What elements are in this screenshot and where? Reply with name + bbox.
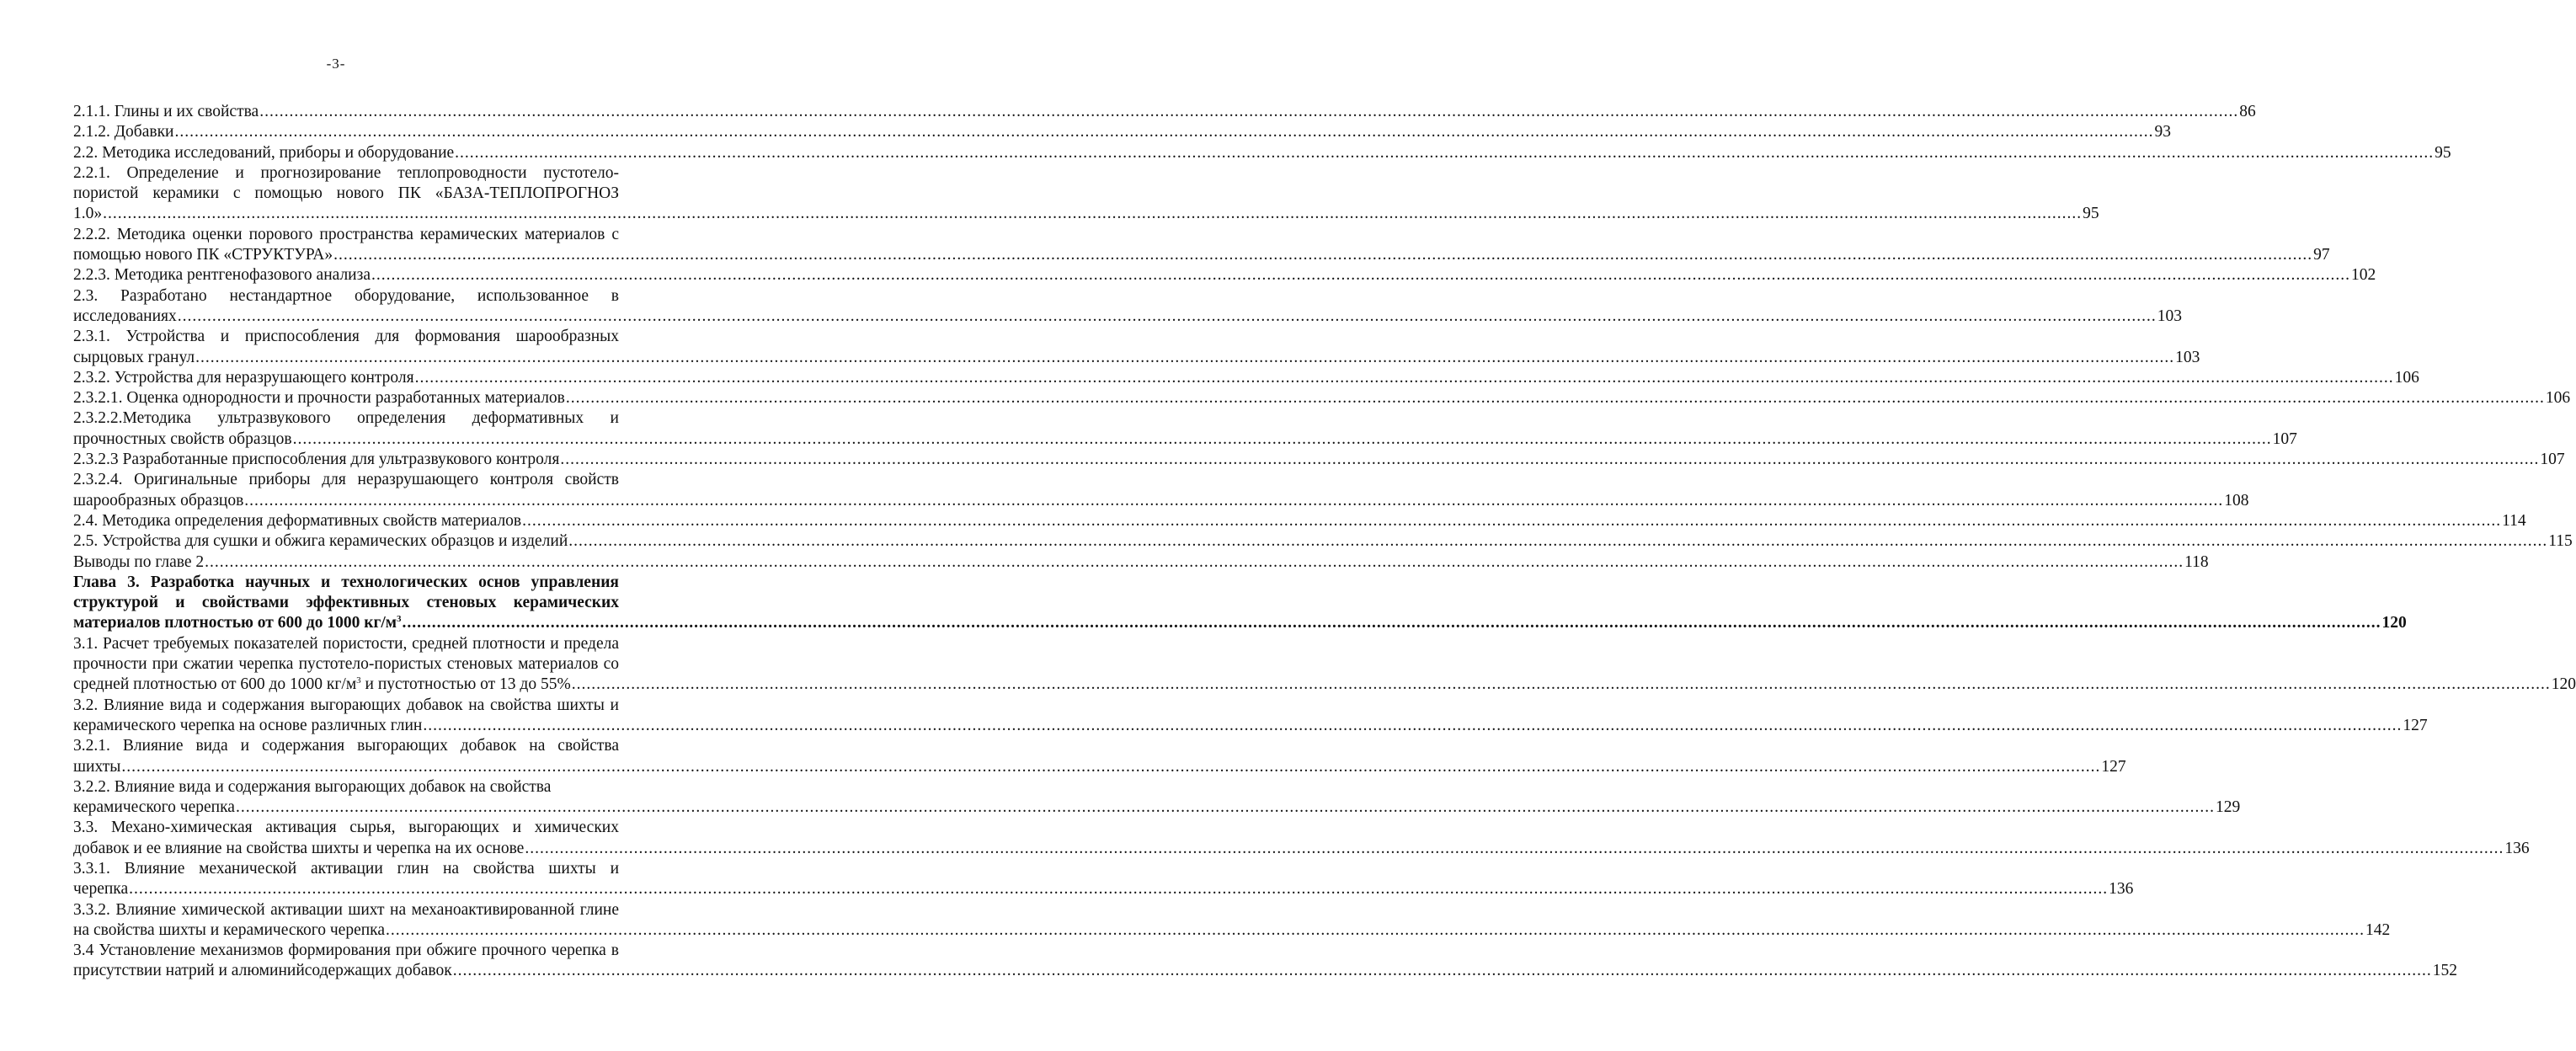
toc-entry [73, 552, 2209, 573]
toc-entry-title: 3.3. Механо-химическая активация сырья, выгорающих и химических [73, 819, 619, 837]
toc-entry [73, 531, 2573, 552]
toc-entry-title: помощью нового ПК «СТРУКТУРА» [73, 246, 333, 264]
toc-line-with-page [73, 245, 2330, 265]
toc-entry [73, 122, 2171, 142]
dot-leader: ................................................................................................................................................................................................................................................................................................................................................................................................................ [292, 429, 2272, 448]
toc-line-with-page [73, 143, 2451, 163]
toc-entry-title: 1.0» [73, 205, 103, 223]
toc-entry-title: шарообразных образцов [73, 491, 244, 509]
toc-page-number: 106 [2394, 368, 2419, 387]
toc-page-number: 118 [2184, 552, 2209, 571]
toc-entry-title: структурой и свойствами эффективных стеновых керамических [73, 594, 619, 612]
toc-entry-title: 2.3. Разработано нестандартное оборудование, использованное в [73, 286, 619, 305]
toc-entry [73, 696, 2428, 737]
toc-entry-title: 2.3.2.2.Методика ультразвукового определения деформативных и [73, 409, 619, 428]
toc-entry-title: добавок и ее влияние на свойства шихты и черепка на их основе [73, 839, 525, 857]
toc-entry-title: 3.1. Расчет требуемых показателей пористости, средней плотности и предела [73, 634, 619, 653]
toc-entry-title: 3.3.1. Влияние механической активации глин на свойства шихты и [73, 859, 619, 878]
toc-page-number: 129 [2215, 798, 2241, 817]
toc-entry-title: 2.3.2.4. Оригинальные приборы для неразрушающего контроля свойств [73, 471, 619, 489]
toc-line-with-page [73, 204, 2099, 224]
toc-entry-title: 2.1.1. Глины и их свойства [73, 103, 259, 120]
dot-leader: ................................................................................................................................................................................................................................................................................................................................................................................................................ [235, 798, 2215, 817]
toc-entry [73, 225, 2330, 266]
toc-entry-title: исследованиях [73, 307, 177, 325]
toc-entry-title: 2.2.1. Определение и прогнозирование теплопроводности пустотело- [73, 163, 619, 182]
toc-entry [73, 265, 2376, 285]
toc-entry-title: прочности при сжатии черепка пустотело-пористых стеновых материалов со [73, 655, 619, 674]
dot-leader: ................................................................................................................................................................................................................................................................................................................................................................................................................ [402, 614, 2381, 632]
toc-entry-title: 3.4 Установление механизмов формирования при обжиге прочного черепка в [73, 942, 619, 960]
toc-page-number: 114 [2502, 511, 2526, 530]
dot-leader: ................................................................................................................................................................................................................................................................................................................................................................................................................ [177, 307, 2157, 325]
dot-leader: ................................................................................................................................................................................................................................................................................................................................................................................................................ [205, 552, 2184, 571]
toc-page-number: 86 [2239, 103, 2256, 120]
toc-entry [73, 388, 2571, 408]
table-of-contents [73, 102, 2576, 982]
toc-line-with-page [73, 920, 2391, 941]
toc-entry [73, 941, 2457, 982]
toc-entry-title: 2.3.2. Устройства для неразрушающего контроля [73, 368, 414, 387]
dot-leader: ................................................................................................................................................................................................................................................................................................................................................................................................................ [129, 880, 2109, 899]
toc-entry-title: 3.3.2. Влияние химической активации шихт на механоактивированной глине [73, 900, 619, 919]
toc-entry [73, 859, 2134, 900]
toc-entry-title: 2.2.2. Методика оценки порового пространства керамических материалов с [73, 225, 619, 243]
toc-entry-title: керамического черепка на основе различных глин [73, 716, 423, 734]
toc-page-number: 97 [2313, 246, 2330, 264]
toc-page-number: 136 [2109, 880, 2134, 899]
toc-page-number: 108 [2224, 491, 2249, 509]
toc-entry-title: 2.2.3. Методика рентгенофазового анализа [73, 266, 371, 285]
dot-leader: ................................................................................................................................................................................................................................................................................................................................................................................................................ [195, 348, 2175, 366]
toc-entry-title: средней плотностью от 600 до 1000 $кг/м^3$ и пустотностью от 13 до 55% [73, 675, 571, 694]
toc-line-with-page [73, 348, 2200, 368]
toc-line-with-page [73, 511, 2526, 531]
toc-entry [73, 777, 2241, 819]
toc-line-with-page [73, 102, 2256, 122]
toc-line-with-page [73, 531, 2573, 552]
toc-entry [73, 163, 2099, 225]
dot-leader: ................................................................................................................................................................................................................................................................................................................................................................................................................ [174, 123, 2154, 141]
toc-entry [73, 450, 2565, 470]
toc-line-with-page [73, 265, 2376, 285]
toc-line-with-page [73, 388, 2571, 408]
dot-leader: ................................................................................................................................................................................................................................................................................................................................................................................................................ [414, 368, 2394, 387]
toc-entry [73, 102, 2256, 122]
dot-leader: ................................................................................................................................................................................................................................................................................................................................................................................................................ [103, 205, 2083, 223]
toc-page-number: 115 [2548, 532, 2573, 551]
toc-entry-title: прочностных свойств образцов [73, 429, 292, 448]
dot-leader: ................................................................................................................................................................................................................................................................................................................................................................................................................ [333, 246, 2313, 264]
dot-leader: ................................................................................................................................................................................................................................................................................................................................................................................................................ [244, 491, 2224, 509]
toc-line-with-page [73, 879, 2134, 899]
toc-line-with-page [73, 961, 2457, 981]
toc-entry [73, 408, 2297, 450]
dot-leader: ................................................................................................................................................................................................................................................................................................................................................................................................................ [560, 451, 2540, 469]
toc-entry-title: 2.3.2.3 Разработанные приспособления для ультразвукового контроля [73, 451, 560, 469]
toc-entry-title: пористой керамики с помощью нового ПК «БАЗА-ТЕПЛОПРОГНОЗ [73, 184, 619, 203]
toc-entry-title: 3.2. Влияние вида и содержания выгорающих добавок на свойства шихты и [73, 696, 619, 714]
toc-entry-title: 2.3.2.1. Оценка однородности и прочности разработанных материалов [73, 389, 565, 408]
dot-leader: ................................................................................................................................................................................................................................................................................................................................................................................................................ [568, 532, 2548, 551]
dot-leader: ................................................................................................................................................................................................................................................................................................................................................................................................................ [121, 757, 2101, 776]
toc-page-number: 103 [2157, 307, 2182, 325]
toc-page-number: 106 [2545, 389, 2571, 408]
toc-entry-title: керамического черепка [73, 798, 235, 817]
dot-leader: ................................................................................................................................................................................................................................................................................................................................................................................................................ [565, 389, 2545, 408]
toc-line-with-page [73, 122, 2171, 142]
dot-leader: ................................................................................................................................................................................................................................................................................................................................................................................................................ [423, 716, 2403, 734]
toc-entry [73, 736, 2126, 777]
toc-entry-title: 2.1.2. Добавки [73, 123, 174, 141]
toc-line-with-page [73, 491, 2249, 511]
toc-line-with-page [73, 798, 2241, 818]
toc-page-number: 136 [2504, 839, 2530, 857]
toc-chapter-heading [73, 573, 2407, 634]
toc-page-number: 127 [2403, 716, 2428, 734]
dot-leader: ................................................................................................................................................................................................................................................................................................................................................................................................................ [522, 511, 2502, 530]
toc-entry [73, 511, 2526, 531]
dot-leader: ................................................................................................................................................................................................................................................................................................................................................................................................................ [571, 675, 2551, 694]
toc-entry [73, 368, 2419, 388]
toc-entry-title: 3.2.2. Влияние вида и содержания выгорающих добавок на свойства [73, 777, 552, 796]
toc-entry-title: 2.2. Методика исследований, приборы и оборудование [73, 143, 455, 162]
toc-line-with-page [73, 450, 2565, 470]
toc-entry [73, 143, 2451, 163]
toc-entry-title: шихты [73, 757, 121, 776]
toc-line-with-page [73, 613, 2407, 633]
toc-page-number: 93 [2154, 123, 2171, 141]
toc-entry-title: 2.3.1. Устройства и приспособления для формования шарообразных [73, 328, 619, 346]
toc-entry [73, 286, 2182, 328]
toc-page-number: 103 [2175, 348, 2200, 366]
toc-page-number: 107 [2272, 429, 2297, 448]
toc-line-with-page [73, 716, 2428, 736]
dot-leader: ................................................................................................................................................................................................................................................................................................................................................................................................................ [525, 839, 2504, 857]
toc-page-number: 107 [2540, 451, 2565, 469]
dot-leader: ................................................................................................................................................................................................................................................................................................................................................................................................................ [259, 103, 2239, 120]
toc-entry [73, 818, 2530, 859]
toc-page-number: 95 [2083, 205, 2099, 223]
dot-leader: ................................................................................................................................................................................................................................................................................................................................................................................................................ [386, 920, 2365, 939]
toc-line-with-page [73, 307, 2182, 327]
toc-entry-title: Выводы по главе 2 [73, 552, 205, 571]
toc-entry [73, 900, 2391, 942]
toc-line-with-page [73, 757, 2126, 777]
toc-entry-title: материалов плотностью от 600 до 1000 $кг/м^3$ [73, 614, 402, 632]
toc-page-number: 127 [2101, 757, 2126, 776]
toc-entry-title: 2.4. Методика определения деформативных свойств материалов [73, 511, 522, 530]
toc-line-with-page [73, 839, 2530, 859]
toc-entry-title: сырцовых гранул [73, 348, 195, 366]
toc-entry-title: 3.2.1. Влияние вида и содержания выгорающих добавок на свойства [73, 737, 619, 755]
toc-line-with-page [73, 429, 2297, 450]
toc-line-with-page [73, 368, 2419, 388]
toc-page-number: 152 [2432, 962, 2457, 980]
dot-leader: ................................................................................................................................................................................................................................................................................................................................................................................................................ [371, 266, 2350, 285]
toc-entry-title: на свойства шихты и керамического черепка [73, 920, 385, 939]
toc-page-number: 142 [2365, 920, 2391, 939]
toc-entry-title: черепка [73, 880, 129, 899]
dot-leader: ................................................................................................................................................................................................................................................................................................................................................................................................................ [452, 962, 2432, 980]
toc-page-number: 102 [2350, 266, 2376, 285]
dot-leader: ................................................................................................................................................................................................................................................................................................................................................................................................................ [455, 143, 2435, 162]
toc-entry-title: Глава 3. Разработка научных и технологических основ управления [73, 573, 619, 591]
toc-page-number: 120 [2551, 675, 2576, 694]
toc-line-with-page [73, 675, 2576, 695]
toc-page-number: 120 [2381, 614, 2407, 632]
page-number: -3- [326, 56, 346, 72]
toc-page-number: 95 [2435, 143, 2451, 162]
toc-entry [73, 634, 2576, 696]
toc-entry-title: присутствии натрий и алюминийсодержащих добавок [73, 962, 452, 980]
toc-entry-title: 2.5. Устройства для сушки и обжига керамических образцов и изделий [73, 532, 568, 551]
toc-entry [73, 327, 2200, 368]
toc-entry [73, 470, 2249, 511]
toc-line-with-page [73, 552, 2209, 573]
